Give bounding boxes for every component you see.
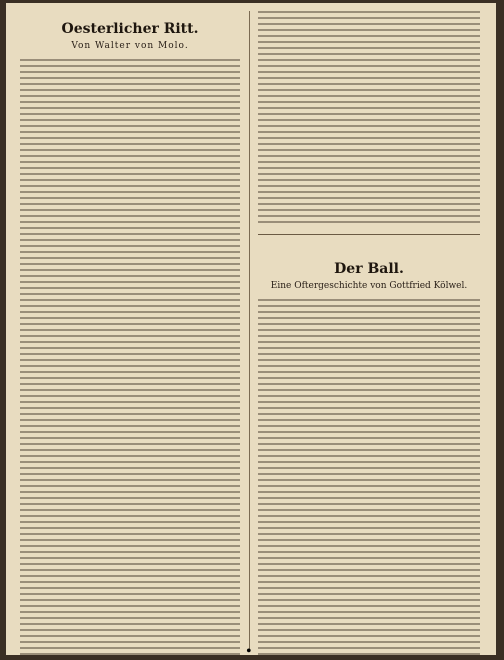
- article-byline: Eine Oftergeschichte von Gottfried Kölwel.: [270, 281, 468, 291]
- column-divider: [249, 11, 250, 651]
- page-mark: •: [246, 643, 252, 655]
- continuation-body-text: [258, 11, 480, 227]
- article-body-text: [20, 59, 240, 655]
- article-byline: Von Walter von Molo.: [71, 41, 189, 51]
- article-title: Oesterlicher Ritt.: [61, 21, 199, 37]
- article-der-ball: [258, 259, 480, 655]
- section-divider: [258, 234, 480, 235]
- article-title: Der Ball.: [334, 261, 404, 277]
- article-body-text: [258, 299, 480, 655]
- article-oesterlicher-ritt: [20, 11, 240, 655]
- article-continuation: [258, 11, 480, 227]
- newspaper-page: [6, 3, 496, 655]
